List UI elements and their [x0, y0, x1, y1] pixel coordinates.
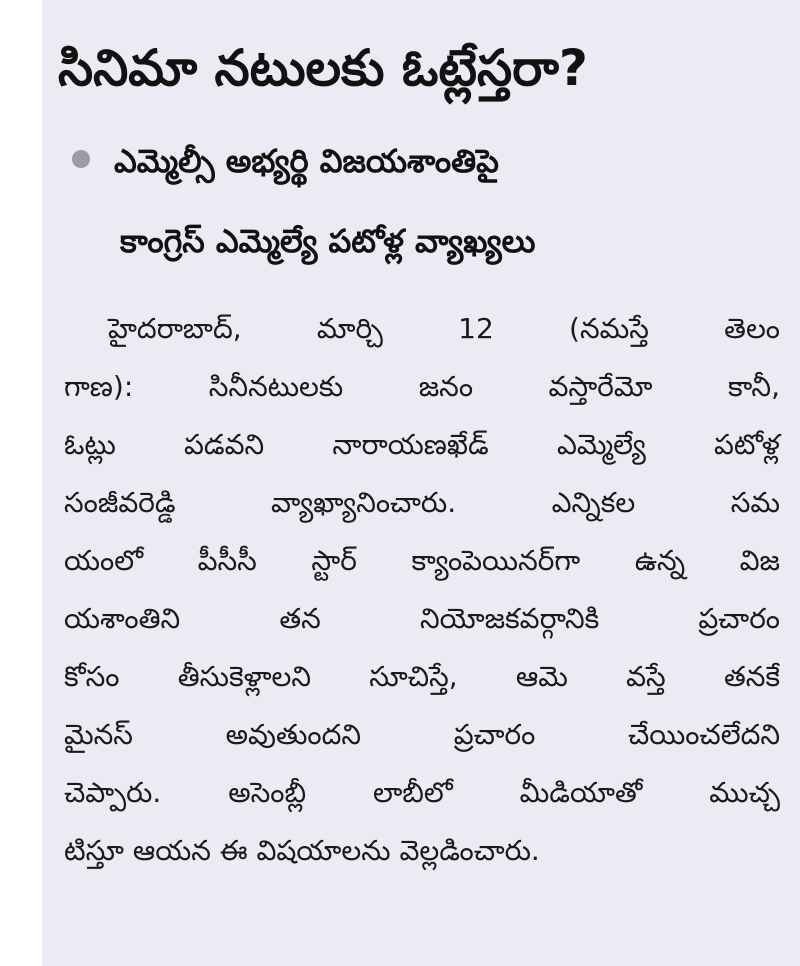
body-line: ఓట్లు పడవని నారాయణఖేడ్ ఎమ్మెల్యే పటోళ్ల	[64, 428, 780, 461]
body-line: హైదరాబాద్, మార్చి 12 (నమస్తే తెలం	[108, 312, 780, 345]
subhead-1-text: ఎమ్మెల్సీ అభ్యర్థి విజయశాంతిపై	[114, 142, 499, 180]
subhead-2: కాంగ్రెస్ ఎమ్మెల్యే పటోళ్ల వ్యాఖ్యలు	[120, 222, 536, 260]
body-line: చెప్పారు. అసెంబ్లీ లాబీలో మీడియాతో ముచ్చ	[64, 776, 780, 809]
body-line: యంలో పీసీసీ స్టార్ క్యాంపెయినర్‌గా ఉన్న విజ	[64, 544, 780, 577]
body-line: మైనస్ అవుతుందని ప్రచారం చేయించలేదని	[64, 718, 780, 751]
article-body	[64, 300, 780, 880]
headline: సినిమా నటులకు ఓట్లేస్తరా?	[58, 39, 588, 97]
body-line: టిస్తూ ఆయన ఈ విషయాలను వెల్లడించారు.	[64, 834, 540, 867]
body-line: కోసం తీసుకెళ్లాలని సూచిస్తే, ఆమె వస్తే తనకే	[64, 660, 780, 693]
body-line: యశాంతిని తన నియోజకవర్గానికి ప్రచారం	[64, 602, 780, 635]
subhead-1	[68, 126, 788, 196]
body-line: సంజీవరెడ్డి వ్యాఖ్యానించారు. ఎన్నికల సమ	[64, 486, 780, 519]
body-line: గాణ): సినీనటులకు జనం వస్తారేమో కానీ,	[64, 370, 780, 403]
